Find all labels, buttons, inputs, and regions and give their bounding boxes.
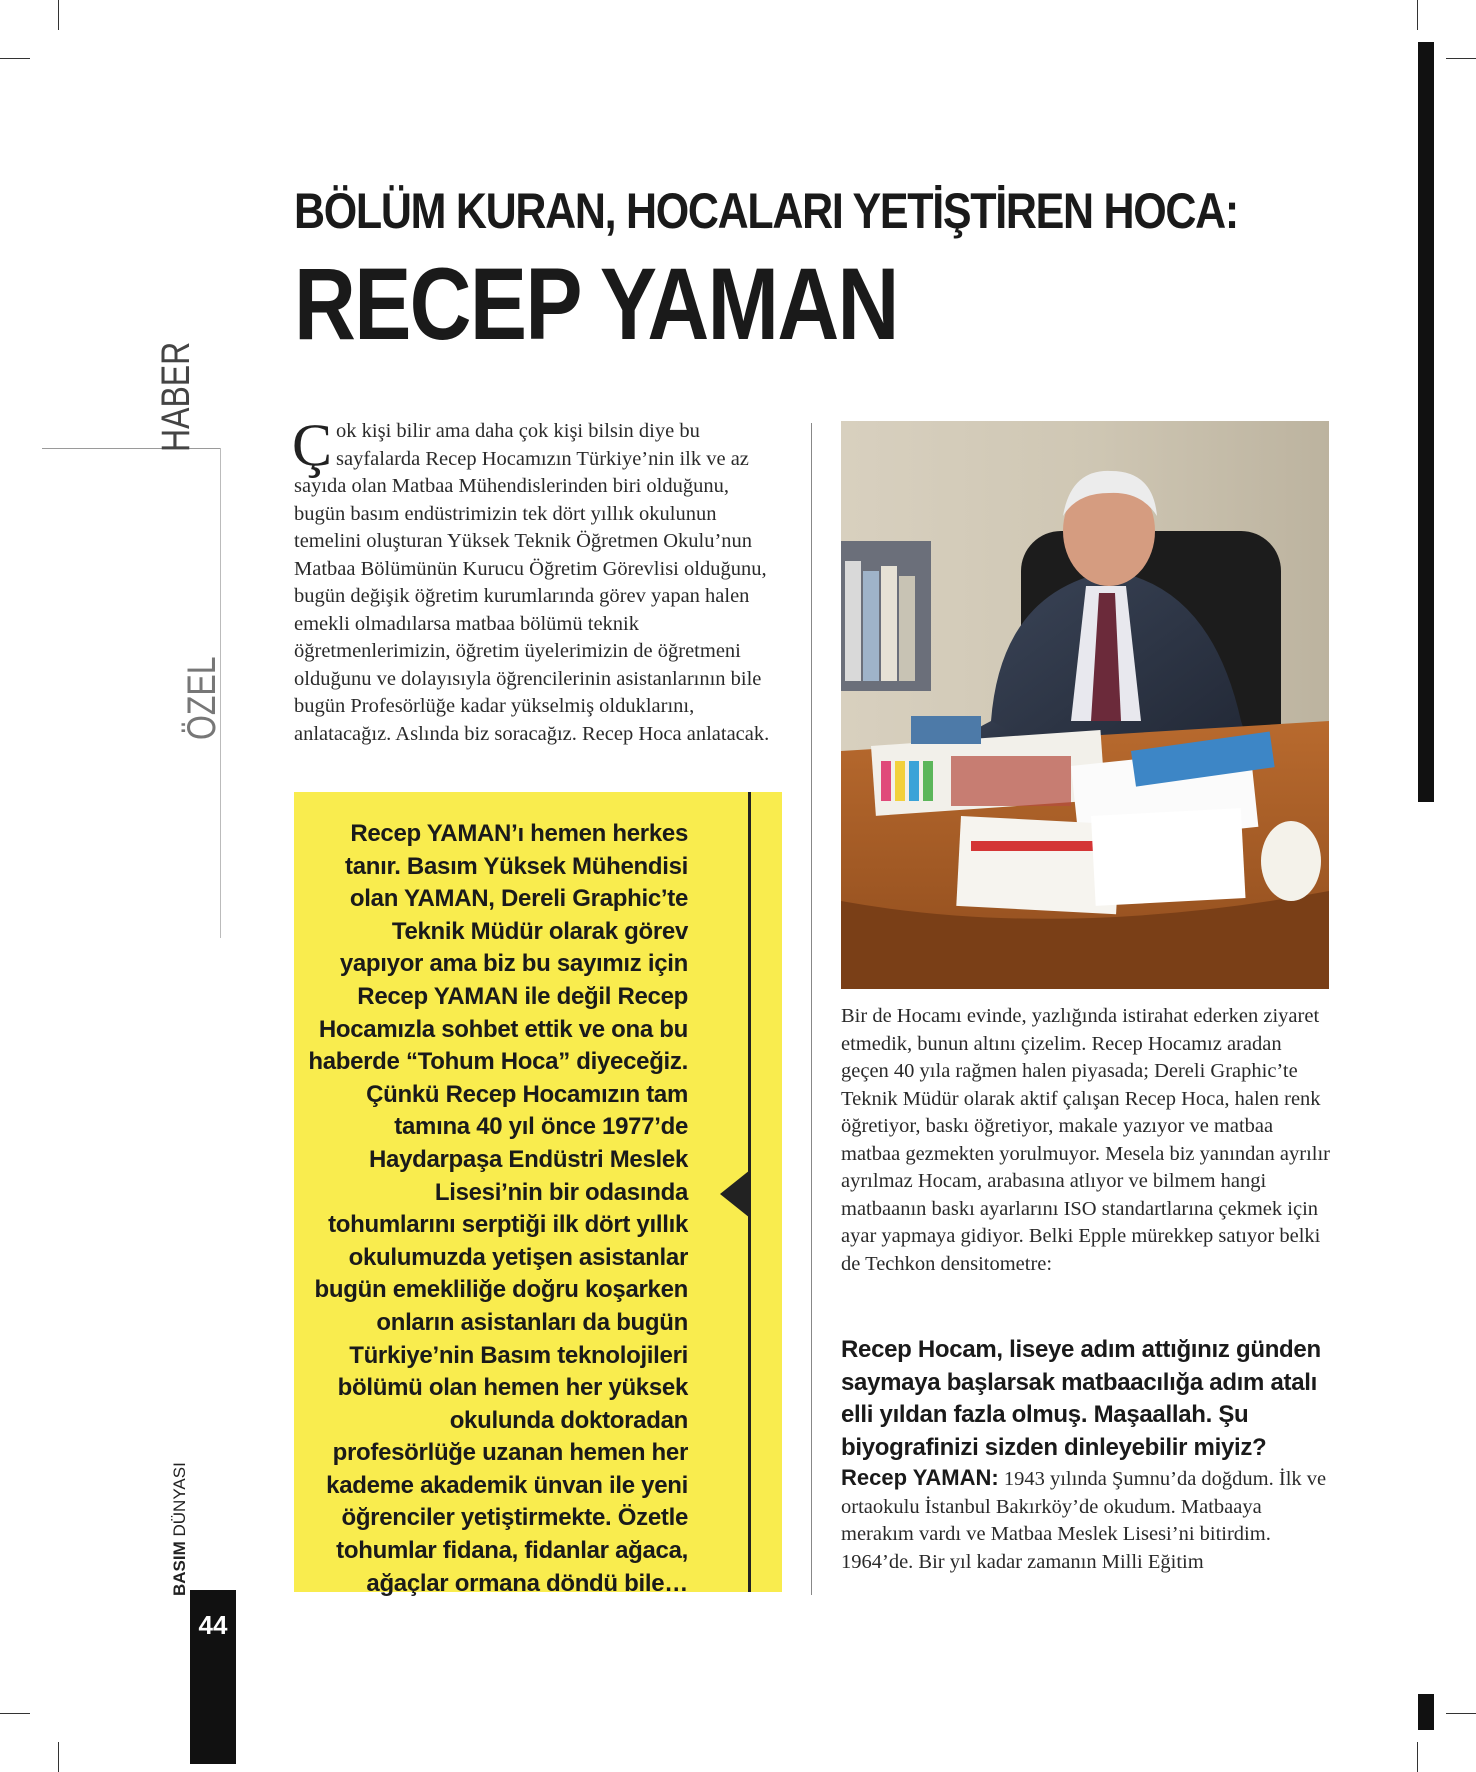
crop-mark <box>1417 1742 1418 1772</box>
interview-answer <box>841 1464 1333 1576</box>
page-number: 44 <box>198 1610 228 1640</box>
edge-bar-bottom <box>1418 1694 1434 1730</box>
interview-question: Recep Hocam, liseye adım attığınız günden saymaya başlarsak matbaacılığa adım atalı elli yıldan fazla olmuş. Maşaallah. Şu biyografinizi sizden dinleyebilir miyiz? <box>841 1336 1321 1461</box>
answer-text: 1943 yılında Şumnu’da doğdum. İlk ve ortaokulu İstanbul Bakırköy’de okudum. Matbaaya merakım vardı ve Matbaa Meslek Lisesi’ni bitirdim. 1964’de. Bir yıl kadar zamanın Milli Eğitim <box>841 1468 1327 1573</box>
crop-mark <box>58 0 59 30</box>
crop-mark <box>1446 58 1476 59</box>
headline-line-1: BÖLÜM KURAN, HOCALARI YETİŞTİREN HOCA: <box>294 183 1238 239</box>
drop-cap: Ç <box>292 412 333 478</box>
edge-bar-top <box>1418 42 1434 802</box>
crop-mark <box>1417 0 1418 30</box>
right-column-paragraph: Bir de Hocamı evinde, yazlığında istirahat ederken ziyaret etmedik, bunun altını çizelim. Recep Hocamız aradan geçen 40 yıla rağmen halen piyasada; Dereli Graphic’te Teknik Müdür olarak aktif çalışan Recep Hoca, halen renk öğretiyor, baskı öğretiyor, makale yazıyor ve matbaa matbaa gezmekten yorulmuyor. Mesela biz yanından ayrılır ayrılmaz Hocam, arabasına atlıyor ve bilmem hangi matbaanın baskı ayarlarını ISO standartlarına çekmek için ayar yapmaya gidiyor. Belki Epple mürekkep satıyor belki de Techkon densitometre: <box>841 1005 1330 1275</box>
intro-paragraph <box>292 412 776 748</box>
callout-arrow-icon <box>720 1170 750 1218</box>
crop-mark <box>58 1742 59 1772</box>
intro-text: ok kişi bilir ama daha çok kişi bilsin diye bu sayfalarda Recep Hocamızın Türkiye’nin ilk ve az sayıda olan Matbaa Mühendislerinden biri olduğunu, bugün basım endüstrimizin tek dört yıllık okulunun temelini oluşturan Yüksek Teknik Öğretmen Okulu’nun Matbaa Bölümünün Kurucu Öğretim Görevlisi olduğunu, bugün değişik öğretim kurumlarında görev yapan halen emekli olmadılarsa matbaa bölümü teknik öğretmenlerimizin, öğretim üyelerimizin de öğretmeni olduğunu ve dolayısıyla öğrencilerinin asistanlarının bile bugün Profesörlüğe kadar yükselmiş olduklarını, anlatacağız. Aslında biz soracağız. Recep Hoca anlatacak. <box>294 420 770 745</box>
subsection-label: ÖZEL <box>180 656 224 740</box>
crop-mark <box>0 1713 30 1714</box>
callout-text: Recep YAMAN’ı hemen herkes tanır. Basım Yüksek Mühendisi olan YAMAN, Dereli Graphic’te Teknik Müdür olarak görev yapıyor ama biz bu sayımız için Recep YAMAN ile değil Recep Hocamızla sohbet ettik ve ona bu haberde “Tohum Hoca” diyeceğiz. Çünkü Recep Hocamızın tam tamına 40 yıl önce 1977’de Haydarpaşa Endüstri Meslek Lisesi’nin bir odasında tohumlarını serptiği ilk dört yıllık okulumuzda yetişen asistanlar bugün emekliliğe doğru koşarken onların asistanları da bugün Türkiye’nin Basım teknolojileri bölümü olan hemen her yüksek okulunda doktoradan profesörlüğe uzanan hemen her kademe akademik ünvan ile yeni öğrenciler yetiştirmekte. Özetle tohumlar fidana, fidanlar ağaca, ağaçlar ormana döndü bile… <box>308 820 688 1597</box>
crop-mark <box>0 58 30 59</box>
answer-speaker: Recep YAMAN: <box>841 1465 999 1490</box>
crop-mark <box>1446 1713 1476 1714</box>
magazine-name-light: DÜNYASI <box>170 1462 189 1542</box>
section-label: HABER <box>154 341 198 452</box>
headline-line-2: RECEP YAMAN <box>294 247 898 361</box>
office-scene-illustration <box>841 421 1329 989</box>
column-divider <box>811 423 812 1595</box>
portrait-photo <box>841 421 1329 989</box>
magazine-name <box>170 1462 190 1596</box>
magazine-name-bold: BASIM <box>170 1541 189 1596</box>
